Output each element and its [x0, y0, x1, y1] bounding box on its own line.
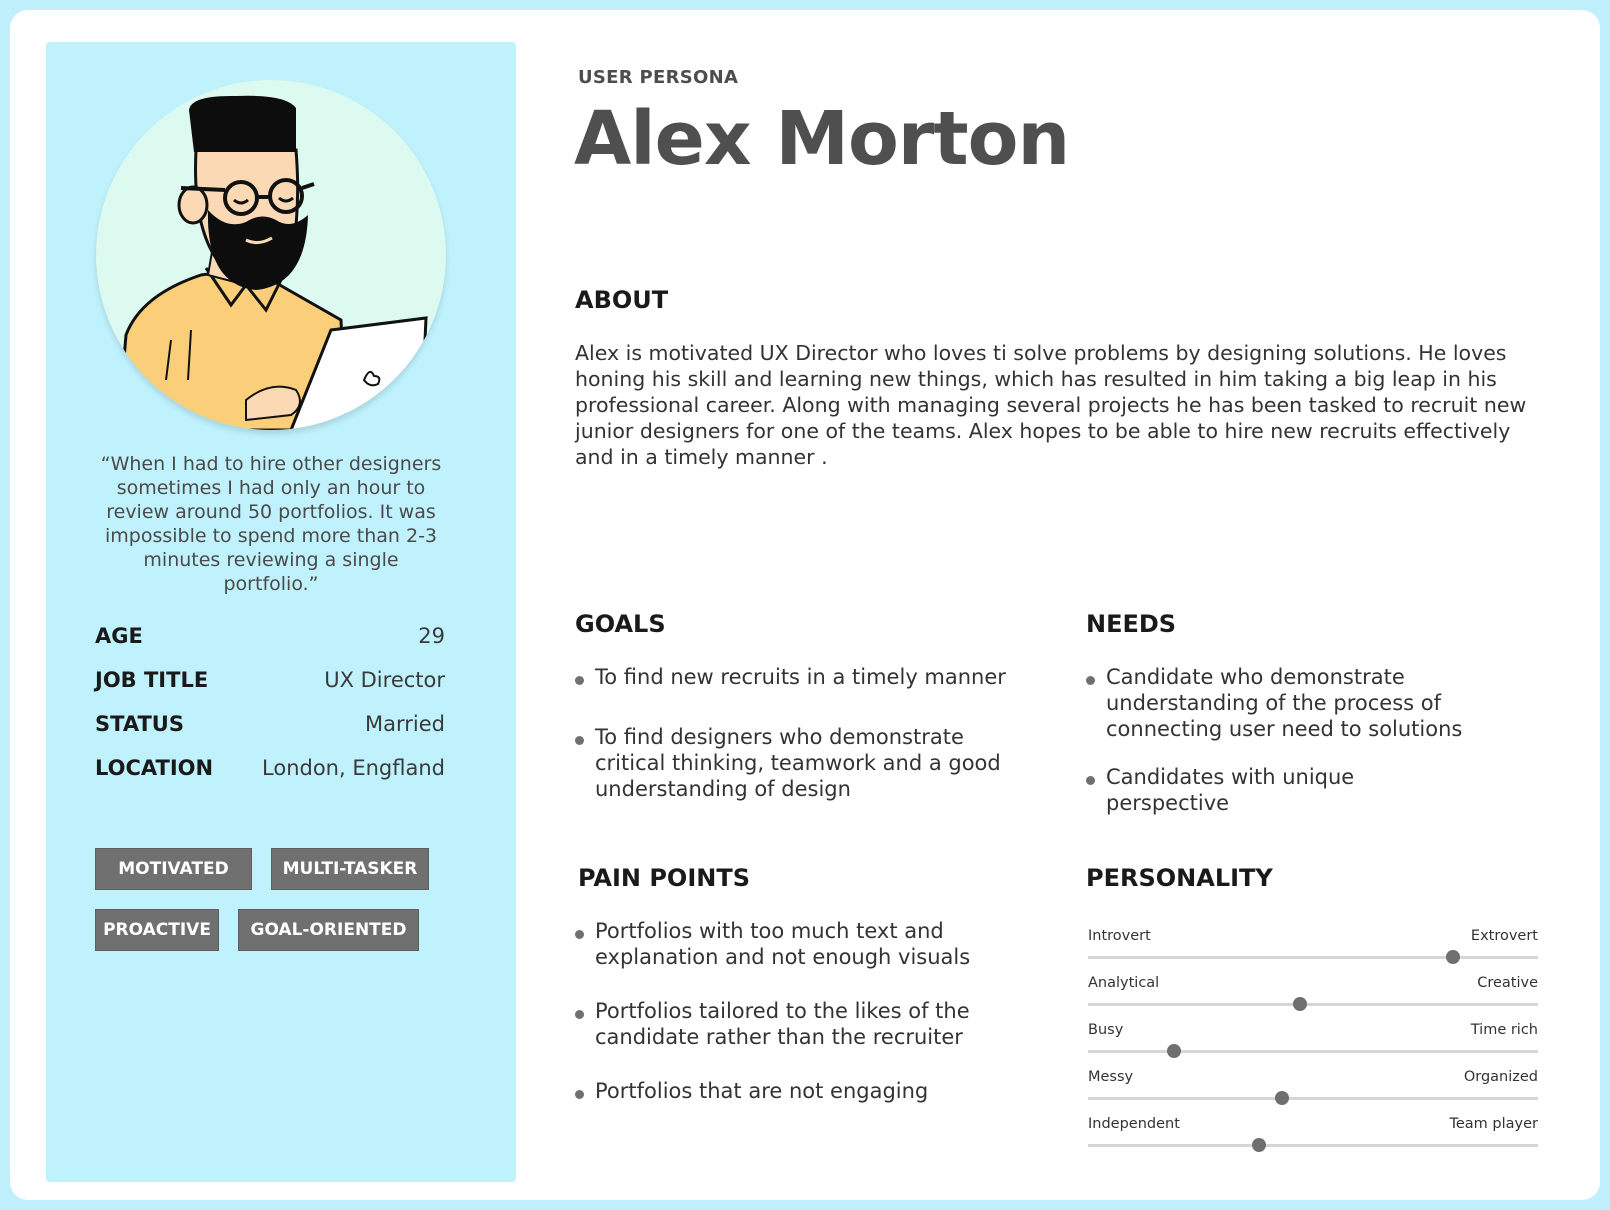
persona-name: Alex Morton [574, 96, 1070, 182]
slider-track [1088, 1097, 1538, 1100]
info-label: LOCATION [95, 756, 214, 780]
slider-left-label: Busy [1088, 1022, 1124, 1038]
personality-slider-independent-team-player [1088, 1116, 1538, 1160]
info-value: 29 [418, 624, 445, 648]
slider-left-label: Messy [1088, 1069, 1134, 1085]
slider-knob [1293, 997, 1307, 1011]
slider-left-label: Independent [1088, 1116, 1180, 1132]
slider-left-label: Analytical [1088, 975, 1160, 991]
avatar [96, 80, 446, 430]
trait-tag-goal-oriented: GOAL-ORIENTED [238, 909, 419, 951]
slider-right-label: Time rich [1470, 1022, 1538, 1038]
needs-heading: NEEDS [1086, 610, 1177, 638]
bearded-man-illustration-icon [96, 80, 446, 430]
personality-slider-analytical-creative [1088, 975, 1538, 1019]
info-label: STATUS [95, 712, 184, 736]
slider-track [1088, 956, 1538, 959]
about-heading: ABOUT [575, 286, 669, 314]
slider-knob [1252, 1138, 1266, 1152]
list-item: To find designers who demonstrate critical thinking, teamwork and a good understanding of design [575, 724, 1015, 802]
info-row-age [95, 622, 445, 650]
slider-right-label: Organized [1463, 1069, 1538, 1085]
info-value: Married [365, 712, 445, 736]
info-row-status [95, 710, 445, 738]
about-text: Alex is motivated UX Director who loves ti solve problems by designing solutions. He loves honing his skill and learning new things, which has resulted in him taking a big leap in his professional career. Along with managing several projects he has been tasked to recruit new junior designers for one of the teams. Alex hopes to be able to hire new recruits effectively and in a timely manner . [575, 341, 1527, 469]
info-value: London, Engfland [262, 756, 445, 780]
slider-track [1088, 1050, 1538, 1053]
info-label: AGE [95, 624, 143, 648]
persona-eyebrow: USER PERSONA [578, 67, 739, 88]
info-row-job-title [95, 666, 445, 694]
personality-heading: PERSONALITY [1086, 864, 1273, 892]
pain-points-heading: PAIN POINTS [578, 864, 750, 892]
list-item: Candidates with unique perspective [1086, 764, 1476, 816]
slider-track [1088, 1003, 1538, 1006]
slider-left-label: Introvert [1088, 928, 1151, 944]
info-row-location [95, 754, 445, 782]
info-value: UX Director [324, 668, 445, 692]
list-item: Portfolios that are not engaging [575, 1078, 995, 1104]
slider-knob [1446, 950, 1460, 964]
slider-knob [1275, 1091, 1289, 1105]
personality-slider-introvert-extrovert [1088, 928, 1538, 972]
list-item: Candidate who demonstrate understanding of the process of connecting user need to solutions [1086, 664, 1476, 742]
personality-slider-messy-organized [1088, 1069, 1538, 1113]
slider-track [1088, 1144, 1538, 1147]
slider-right-label: Extrovert [1470, 928, 1538, 944]
slider-right-label: Team player [1449, 1116, 1538, 1132]
persona-quote: “When I had to hire other designers sometimes I had only an hour to review around 50 portfolios. It was impossible to spend more than 2-3 minutes reviewing a single portfolio.” [100, 453, 442, 595]
info-label: JOB TITLE [95, 668, 209, 692]
list-item: To find new recruits in a timely manner [575, 664, 1015, 690]
list-item: Portfolios with too much text and explanation and not enough visuals [575, 918, 995, 970]
trait-tag-motivated: MOTIVATED [95, 848, 252, 890]
personality-slider-busy-time-rich [1088, 1022, 1538, 1066]
needs-list [1086, 664, 1476, 816]
trait-tag-proactive: PROACTIVE [95, 909, 219, 951]
list-item: Portfolios tailored to the likes of the candidate rather than the recruiter [575, 998, 995, 1050]
goals-heading: GOALS [575, 610, 666, 638]
slider-knob [1167, 1044, 1181, 1058]
trait-tag-multi-tasker: MULTI-TASKER [271, 848, 429, 890]
pain-points-list [575, 918, 995, 1104]
slider-right-label: Creative [1477, 975, 1538, 991]
goals-list [575, 664, 1015, 802]
